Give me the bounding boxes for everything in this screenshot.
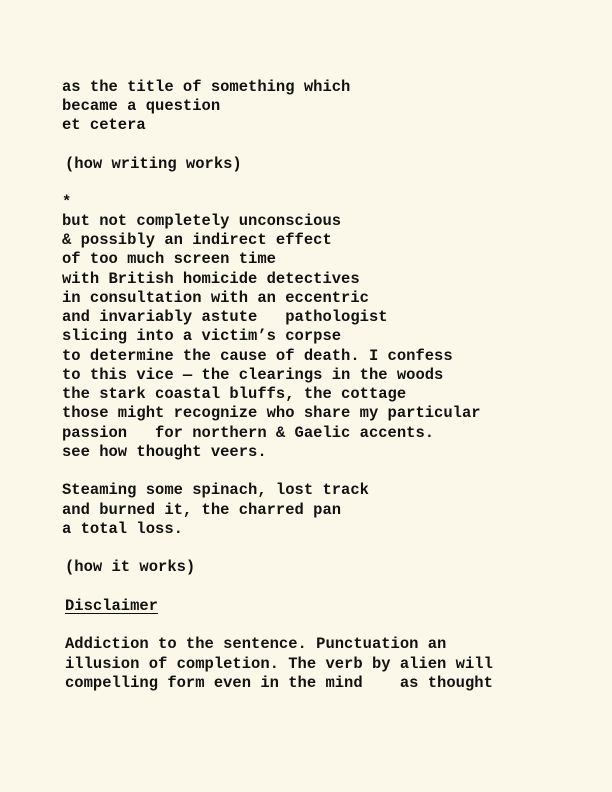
- poem-line: became a question: [62, 97, 221, 115]
- poem-line: the stark coastal bluffs, the cottage: [62, 385, 407, 403]
- poem-line: with British homicide detectives: [62, 270, 360, 288]
- poem-line: in consultation with an eccentric: [62, 289, 369, 307]
- poem-line: illusion of completion. The verb by alien will: [65, 655, 493, 673]
- poem-line: et cetera: [62, 116, 146, 134]
- poem-line: of too much screen time: [62, 250, 276, 268]
- poem-line: to determine the cause of death. I confess: [62, 347, 453, 365]
- poem-line: and burned it, the charred pan: [62, 501, 342, 519]
- poem-line: & possibly an indirect effect: [62, 231, 332, 249]
- poem-line: slicing into a victim’s corpse: [62, 327, 342, 345]
- poem-line: but not completely unconscious: [62, 212, 342, 230]
- poem-line: see how thought veers.: [62, 443, 267, 461]
- section-star: *: [62, 193, 72, 211]
- poem-line: to this vice — the clearings in the woods: [62, 366, 444, 384]
- poem-line: Steaming some spinach, lost track: [62, 481, 369, 499]
- poem-line: as the title of something which: [62, 78, 351, 96]
- poem-line: compelling form even in the mind as thought: [65, 674, 493, 692]
- aside-line: (how it works): [65, 558, 196, 576]
- poem-line: and invariably astute pathologist: [62, 308, 388, 326]
- poem-line: those might recognize who share my particular: [62, 404, 481, 422]
- poem-line: a total loss.: [62, 520, 183, 538]
- poem-line: Addiction to the sentence. Punctuation an: [65, 635, 447, 653]
- poem-line: passion for northern & Gaelic accents.: [62, 424, 435, 442]
- disclaimer-heading: Disclaimer: [65, 597, 159, 615]
- aside-line: (how writing works): [65, 155, 242, 173]
